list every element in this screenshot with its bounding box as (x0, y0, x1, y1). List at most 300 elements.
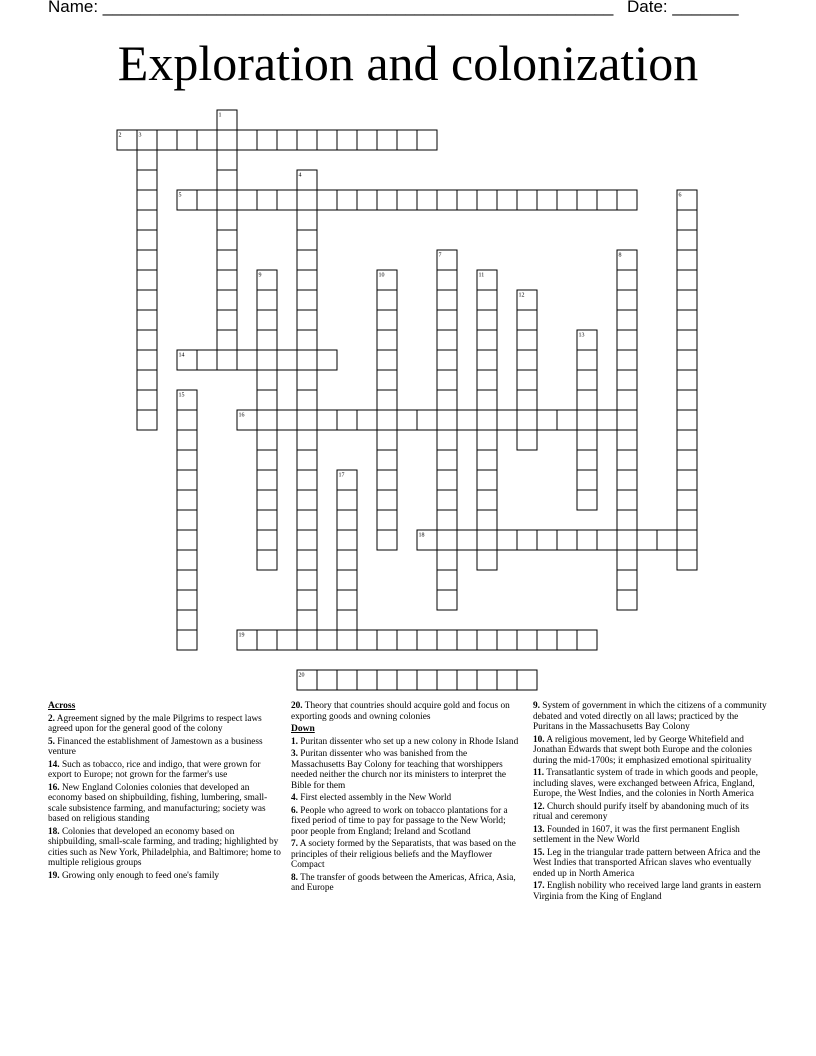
grid-cell[interactable] (297, 230, 317, 250)
grid-cell[interactable] (617, 470, 637, 490)
grid-cell[interactable] (617, 490, 637, 510)
clue-item (533, 701, 769, 733)
grid-cell[interactable] (177, 450, 197, 470)
grid-cell[interactable] (577, 430, 597, 450)
clue-text: The transfer of goods between the Americas, Africa, Asia, and Europe (291, 872, 516, 893)
grid-cell[interactable] (137, 290, 157, 310)
grid-cell[interactable] (597, 190, 617, 210)
grid-cell[interactable] (457, 530, 477, 550)
grid-cell[interactable] (297, 550, 317, 570)
grid-cell[interactable] (617, 330, 637, 350)
grid-cell[interactable] (497, 410, 517, 430)
grid-cell[interactable] (477, 330, 497, 350)
grid-cell[interactable] (357, 670, 377, 690)
clue-number: 18. (48, 826, 60, 837)
grid-cell[interactable] (577, 450, 597, 470)
clue-number-label: 7 (438, 252, 442, 259)
grid-cell[interactable] (337, 490, 357, 510)
grid-cell[interactable] (217, 210, 237, 230)
grid-cell[interactable] (577, 190, 597, 210)
grid-cell[interactable] (257, 370, 277, 390)
grid-cell[interactable] (677, 250, 697, 270)
clue-number-label: 20 (298, 672, 305, 679)
grid-cell[interactable] (377, 450, 397, 470)
grid-cell[interactable] (337, 510, 357, 530)
grid-cell[interactable] (297, 370, 317, 390)
grid-cell[interactable] (437, 290, 457, 310)
grid-cell[interactable] (437, 570, 457, 590)
clues-column-3 (533, 701, 769, 904)
grid-cell[interactable] (257, 530, 277, 550)
grid-cell[interactable] (637, 530, 657, 550)
grid-cell[interactable] (437, 590, 457, 610)
grid-cell[interactable] (477, 410, 497, 430)
grid-cell[interactable] (297, 510, 317, 530)
grid-cell[interactable] (237, 350, 257, 370)
grid-cell[interactable] (337, 610, 357, 630)
grid-cell[interactable] (217, 270, 237, 290)
grid-cell[interactable] (297, 190, 317, 210)
grid-cell[interactable] (457, 630, 477, 650)
grid-cell[interactable] (137, 250, 157, 270)
grid-cell[interactable] (357, 190, 377, 210)
grid-cell[interactable] (677, 430, 697, 450)
grid-cell[interactable] (177, 430, 197, 450)
grid-cell[interactable] (617, 510, 637, 530)
grid-cell[interactable] (477, 350, 497, 370)
grid-cell[interactable] (157, 130, 177, 150)
grid-cell[interactable] (517, 190, 537, 210)
grid-cell[interactable] (437, 410, 457, 430)
grid-cell[interactable] (517, 330, 537, 350)
grid-cell[interactable] (477, 190, 497, 210)
clue-item (291, 749, 523, 791)
clue-item (291, 806, 523, 838)
clue-text: English nobility who received large land grants in eastern Virginia from the King of England (533, 881, 762, 902)
grid-cell[interactable] (297, 390, 317, 410)
grid-cell[interactable] (457, 670, 477, 690)
grid-cell[interactable] (357, 630, 377, 650)
grid-cell[interactable] (177, 470, 197, 490)
grid-cell[interactable] (517, 670, 537, 690)
grid-cell[interactable] (437, 190, 457, 210)
grid-cell[interactable] (377, 530, 397, 550)
grid-cell[interactable] (177, 610, 197, 630)
grid-cell[interactable] (137, 170, 157, 190)
clue-number: 17. (533, 881, 545, 891)
grid-cell[interactable] (517, 390, 537, 410)
grid-cell[interactable] (137, 310, 157, 330)
grid-cell[interactable] (317, 350, 337, 370)
clue-number-label: 6 (678, 192, 682, 199)
clue-number-label: 1 (218, 112, 222, 119)
grid-cell[interactable] (137, 150, 157, 170)
grid-cell[interactable] (297, 310, 317, 330)
grid-cell[interactable] (297, 450, 317, 470)
grid-cell[interactable] (297, 490, 317, 510)
grid-cell[interactable] (617, 270, 637, 290)
grid-cell[interactable] (417, 190, 437, 210)
grid-cell[interactable] (377, 190, 397, 210)
grid-cell[interactable] (557, 190, 577, 210)
grid-cell[interactable] (297, 330, 317, 350)
grid-cell[interactable] (437, 330, 457, 350)
grid-cell[interactable] (317, 190, 337, 210)
grid-cell[interactable] (257, 310, 277, 330)
grid-cell[interactable] (237, 190, 257, 210)
grid-cell[interactable] (257, 430, 277, 450)
grid-cell[interactable] (437, 510, 457, 530)
grid-cell[interactable] (437, 270, 457, 290)
grid-cell[interactable] (377, 510, 397, 530)
grid-cell[interactable] (677, 230, 697, 250)
clue-text: Founded in 1607, it was the first permanent English settlement in the New World (533, 824, 740, 845)
grid-cell[interactable] (337, 190, 357, 210)
grid-cell[interactable] (137, 390, 157, 410)
clue-item (48, 737, 282, 758)
grid-cell[interactable] (617, 570, 637, 590)
clue-text: A religious movement, led by George Whitefield and Jonathan Edwards that swept both Europe and the colonies during the mid-1700s; it emphasized emotional spirituality (533, 734, 752, 766)
clue-number: 12. (533, 801, 545, 812)
grid-cell[interactable] (377, 430, 397, 450)
grid-cell[interactable] (477, 630, 497, 650)
grid-cell[interactable] (577, 630, 597, 650)
grid-cell[interactable] (477, 510, 497, 530)
grid-cell[interactable] (437, 670, 457, 690)
grid-cell[interactable] (477, 550, 497, 570)
grid-cell[interactable] (177, 530, 197, 550)
clue-number-label: 19 (238, 632, 245, 639)
grid-cell[interactable] (437, 530, 457, 550)
grid-cell[interactable] (617, 550, 637, 570)
grid-cell[interactable] (217, 290, 237, 310)
grid-cell[interactable] (677, 490, 697, 510)
grid-cell[interactable] (397, 190, 417, 210)
grid-cell[interactable] (257, 130, 277, 150)
grid-cell[interactable] (337, 570, 357, 590)
grid-cell[interactable] (257, 630, 277, 650)
grid-cell[interactable] (277, 130, 297, 150)
grid-cell[interactable] (617, 410, 637, 430)
grid-cell[interactable] (677, 510, 697, 530)
grid-cell[interactable] (377, 370, 397, 390)
grid-cell[interactable] (677, 310, 697, 330)
grid-cell[interactable] (137, 370, 157, 390)
grid-cell[interactable] (677, 210, 697, 230)
grid-cell[interactable] (577, 470, 597, 490)
grid-cell[interactable] (337, 670, 357, 690)
grid-cell[interactable] (457, 410, 477, 430)
grid-cell[interactable] (177, 490, 197, 510)
grid-cell[interactable] (217, 150, 237, 170)
clue-number: 7. (291, 839, 298, 849)
grid-cell[interactable] (617, 530, 637, 550)
grid-cell[interactable] (317, 630, 337, 650)
grid-cell[interactable] (297, 630, 317, 650)
grid-cell[interactable] (257, 470, 277, 490)
grid-cell[interactable] (477, 490, 497, 510)
clue-text: People who agreed to work on tobacco plantations for a fixed period of time to pay for passage to the New World; poor people from England; Ireland and Scotland (291, 805, 508, 837)
grid-cell[interactable] (317, 410, 337, 430)
page-title: Exploration and colonization (117, 35, 699, 91)
grid-cell[interactable] (537, 630, 557, 650)
grid-cell[interactable] (377, 670, 397, 690)
grid-cell[interactable] (377, 330, 397, 350)
clue-number-label: 10 (378, 272, 385, 279)
grid-cell[interactable] (537, 410, 557, 430)
clue-item (533, 802, 769, 823)
grid-cell[interactable] (177, 630, 197, 650)
grid-cell[interactable] (517, 410, 537, 430)
grid-cell[interactable] (297, 430, 317, 450)
clue-item (48, 827, 282, 869)
grid-cell[interactable] (137, 330, 157, 350)
grid-cell[interactable] (217, 250, 237, 270)
grid-cell[interactable] (377, 130, 397, 150)
grid-cell[interactable] (577, 410, 597, 430)
grid-cell[interactable] (417, 130, 437, 150)
grid-cell[interactable] (497, 630, 517, 650)
grid-cell[interactable] (677, 290, 697, 310)
grid-cell[interactable] (677, 330, 697, 350)
grid-cell[interactable] (577, 490, 597, 510)
grid-cell[interactable] (577, 530, 597, 550)
clue-item (48, 871, 282, 882)
grid-cell[interactable] (617, 310, 637, 330)
grid-cell[interactable] (257, 510, 277, 530)
grid-cell[interactable] (297, 350, 317, 370)
clue-item (533, 881, 769, 902)
clue-number: 5. (48, 736, 55, 747)
grid-cell[interactable] (377, 490, 397, 510)
grid-cell[interactable] (377, 470, 397, 490)
grid-cell[interactable] (677, 370, 697, 390)
grid-cell[interactable] (677, 350, 697, 370)
grid-cell[interactable] (277, 410, 297, 430)
grid-cell[interactable] (197, 130, 217, 150)
grid-cell[interactable] (137, 230, 157, 250)
grid-cell[interactable] (517, 430, 537, 450)
grid-cell[interactable] (677, 530, 697, 550)
grid-cell[interactable] (137, 350, 157, 370)
grid-cell[interactable] (217, 310, 237, 330)
grid-cell[interactable] (397, 630, 417, 650)
grid-cell[interactable] (297, 530, 317, 550)
grid-cell[interactable] (317, 130, 337, 150)
clue-item (291, 737, 523, 748)
grid-cell[interactable] (237, 130, 257, 150)
grid-cell[interactable] (677, 270, 697, 290)
grid-cell[interactable] (377, 390, 397, 410)
grid-cell[interactable] (477, 470, 497, 490)
grid-cell[interactable] (437, 550, 457, 570)
clue-number: 3. (291, 749, 298, 759)
grid-cell[interactable] (277, 350, 297, 370)
grid-cell[interactable] (377, 350, 397, 370)
grid-cell[interactable] (437, 630, 457, 650)
grid-cell[interactable] (297, 590, 317, 610)
grid-cell[interactable] (297, 470, 317, 490)
grid-cell[interactable] (277, 630, 297, 650)
grid-cell[interactable] (497, 530, 517, 550)
grid-cell[interactable] (177, 570, 197, 590)
grid-cell[interactable] (497, 670, 517, 690)
grid-cell[interactable] (617, 350, 637, 370)
grid-cell[interactable] (297, 570, 317, 590)
grid-cell[interactable] (477, 430, 497, 450)
grid-cell[interactable] (257, 390, 277, 410)
grid-cell[interactable] (217, 230, 237, 250)
grid-cell[interactable] (297, 290, 317, 310)
grid-cell[interactable] (557, 530, 577, 550)
clue-heading: Down (291, 724, 315, 734)
grid-cell[interactable] (497, 190, 517, 210)
grid-cell[interactable] (137, 270, 157, 290)
grid-cell[interactable] (617, 370, 637, 390)
grid-cell[interactable] (177, 130, 197, 150)
grid-cell[interactable] (177, 510, 197, 530)
grid-cell[interactable] (617, 430, 637, 450)
clue-number: 10. (533, 734, 545, 745)
grid-cell[interactable] (217, 330, 237, 350)
grid-cell[interactable] (337, 550, 357, 570)
grid-cell[interactable] (317, 670, 337, 690)
grid-cell[interactable] (217, 190, 237, 210)
grid-cell[interactable] (437, 450, 457, 470)
clue-number-label: 17 (338, 472, 345, 479)
grid-cell[interactable] (297, 410, 317, 430)
grid-cell[interactable] (617, 590, 637, 610)
grid-cell[interactable] (257, 410, 277, 430)
grid-cell[interactable] (677, 450, 697, 470)
grid-cell[interactable] (337, 530, 357, 550)
grid-cell[interactable] (337, 410, 357, 430)
grid-cell[interactable] (477, 290, 497, 310)
grid-cell[interactable] (397, 670, 417, 690)
grid-cell[interactable] (377, 310, 397, 330)
grid-cell[interactable] (617, 450, 637, 470)
grid-cell[interactable] (417, 670, 437, 690)
grid-cell[interactable] (357, 130, 377, 150)
grid-cell[interactable] (437, 430, 457, 450)
grid-cell[interactable] (417, 410, 437, 430)
grid-cell[interactable] (437, 490, 457, 510)
grid-cell[interactable] (517, 630, 537, 650)
grid-cell[interactable] (677, 550, 697, 570)
clue-number-label: 18 (418, 532, 425, 539)
grid-cell[interactable] (137, 410, 157, 430)
grid-cell[interactable] (477, 390, 497, 410)
grid-cell[interactable] (677, 470, 697, 490)
grid-cell[interactable] (537, 530, 557, 550)
grid-cell[interactable] (257, 450, 277, 470)
grid-cell[interactable] (437, 370, 457, 390)
grid-cell[interactable] (177, 550, 197, 570)
grid-cell[interactable] (437, 350, 457, 370)
grid-cell[interactable] (477, 670, 497, 690)
grid-cell[interactable] (257, 490, 277, 510)
grid-cell[interactable] (337, 590, 357, 610)
grid-cell[interactable] (557, 410, 577, 430)
grid-cell[interactable] (677, 410, 697, 430)
grid-cell[interactable] (517, 370, 537, 390)
grid-cell[interactable] (397, 130, 417, 150)
grid-cell[interactable] (137, 210, 157, 230)
grid-cell[interactable] (597, 530, 617, 550)
grid-cell[interactable] (257, 190, 277, 210)
grid-cell[interactable] (437, 470, 457, 490)
grid-cell[interactable] (437, 390, 457, 410)
grid-cell[interactable] (417, 630, 437, 650)
grid-cell[interactable] (297, 210, 317, 230)
grid-cell[interactable] (557, 630, 577, 650)
grid-cell[interactable] (257, 330, 277, 350)
grid-cell[interactable] (377, 630, 397, 650)
grid-cell[interactable] (477, 530, 497, 550)
grid-cell[interactable] (377, 290, 397, 310)
grid-cell[interactable] (177, 410, 197, 430)
clue-text: Such as tobacco, rice and indigo, that were grown for export to Europe; not grown for the farmer's use (48, 759, 261, 780)
grid-cell[interactable] (477, 310, 497, 330)
grid-cell[interactable] (477, 370, 497, 390)
clue-number: 2. (48, 713, 55, 724)
grid-cell[interactable] (297, 610, 317, 630)
grid-cell[interactable] (617, 290, 637, 310)
grid-cell[interactable] (137, 190, 157, 210)
grid-cell[interactable] (577, 370, 597, 390)
grid-cell[interactable] (517, 530, 537, 550)
grid-cell[interactable] (257, 550, 277, 570)
grid-cell[interactable] (297, 250, 317, 270)
grid-cell[interactable] (257, 350, 277, 370)
grid-cell[interactable] (297, 130, 317, 150)
clue-heading: Across (48, 701, 76, 711)
grid-cell[interactable] (357, 410, 377, 430)
grid-cell[interactable] (257, 290, 277, 310)
grid-cell[interactable] (597, 410, 617, 430)
grid-cell[interactable] (177, 590, 197, 610)
name-field-label[interactable]: Name: ______________________________________________________ (48, 0, 614, 16)
grid-cell[interactable] (437, 310, 457, 330)
grid-cell[interactable] (657, 530, 677, 550)
grid-cell[interactable] (617, 390, 637, 410)
grid-cell[interactable] (517, 350, 537, 370)
grid-cell[interactable] (337, 130, 357, 150)
clue-number: 13. (533, 824, 545, 835)
grid-cell[interactable] (537, 190, 557, 210)
clue-number-label: 5 (178, 192, 182, 199)
grid-cell[interactable] (517, 310, 537, 330)
grid-cell[interactable] (617, 190, 637, 210)
grid-cell[interactable] (457, 190, 477, 210)
grid-cell[interactable] (577, 390, 597, 410)
grid-cell[interactable] (197, 190, 217, 210)
grid-cell[interactable] (377, 410, 397, 430)
grid-cell[interactable] (277, 190, 297, 210)
grid-cell[interactable] (197, 350, 217, 370)
grid-cell[interactable] (677, 390, 697, 410)
grid-cell[interactable] (477, 450, 497, 470)
clue-text: A society formed by the Separatists, that was based on the principles of their religious beliefs and the Mayflower Compact (291, 839, 516, 870)
grid-cell[interactable] (297, 270, 317, 290)
grid-cell[interactable] (397, 410, 417, 430)
grid-cell[interactable] (217, 350, 237, 370)
grid-cell[interactable] (337, 630, 357, 650)
grid-cell[interactable] (217, 130, 237, 150)
grid-cell[interactable] (577, 350, 597, 370)
date-field-label[interactable]: Date: _______ (627, 0, 739, 16)
grid-cell[interactable] (217, 170, 237, 190)
